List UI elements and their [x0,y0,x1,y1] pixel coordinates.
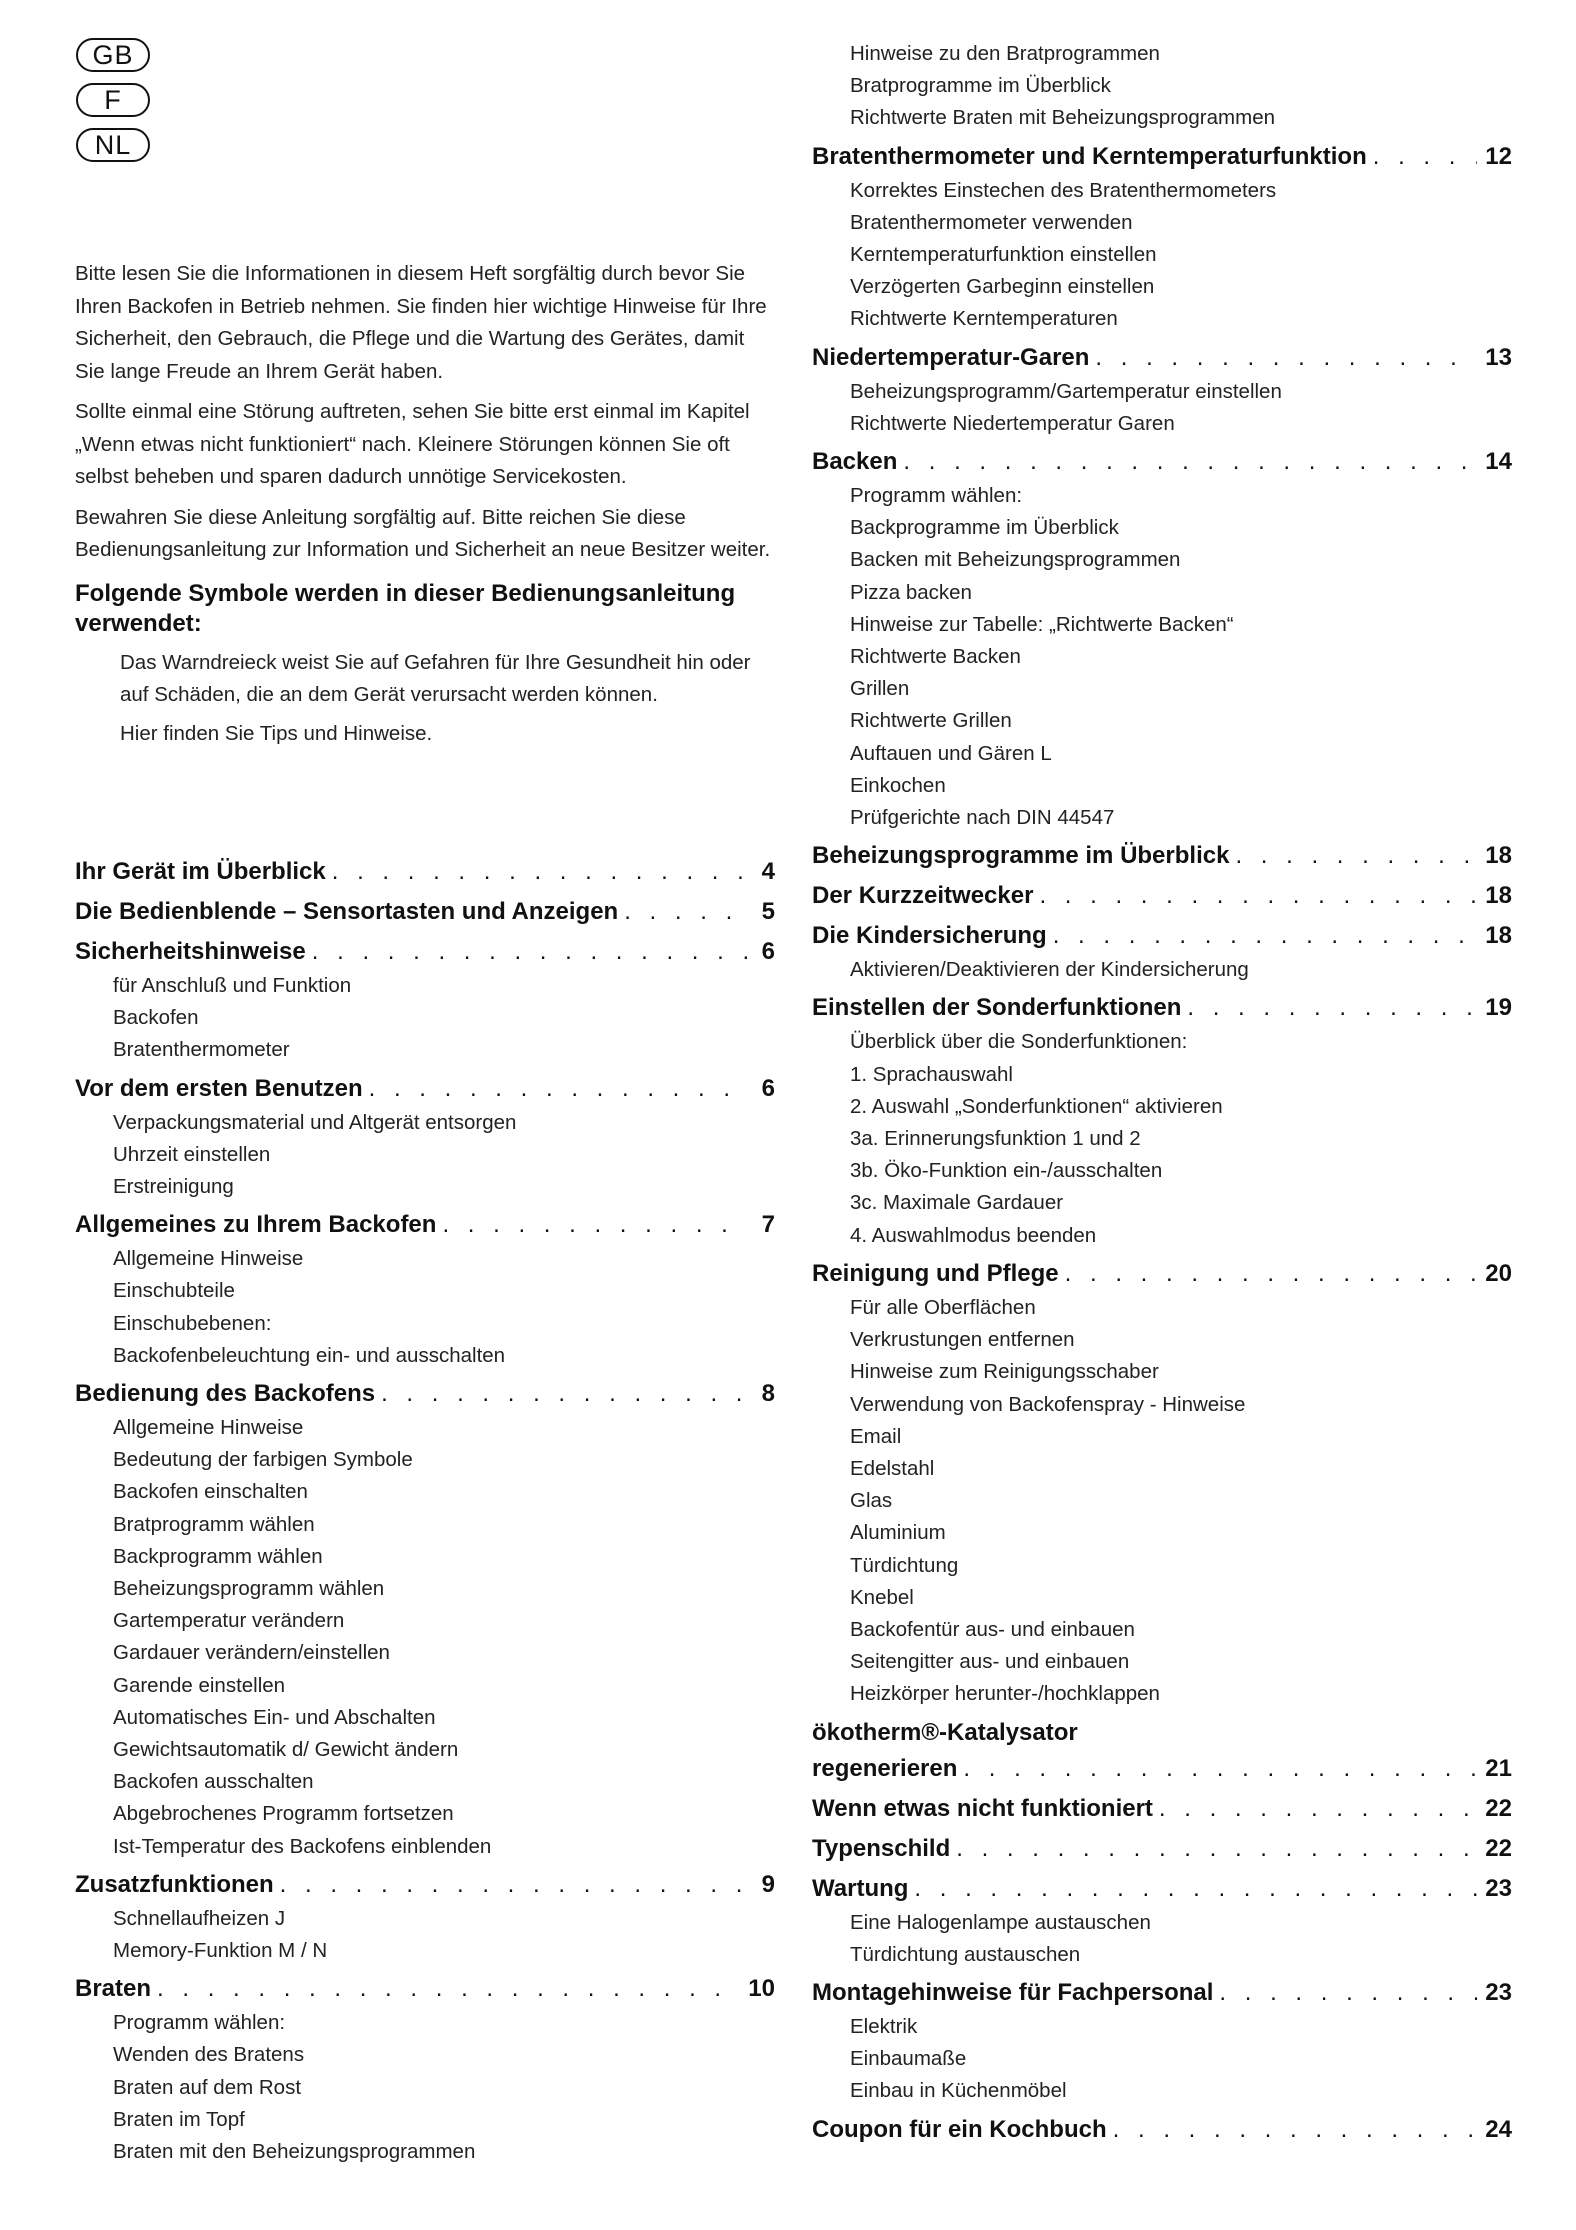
toc-leader-dots [157,1971,740,2007]
intro-paragraph: Bewahren Sie diese Anleitung sorgfältig auf. Bitte reichen Sie diese Bedienungsanleitung zur Information und Sicherheit an neue Besitzer weiter. [75,505,771,561]
symbols-heading: Folgende Symbole werden in dieser Bedienungsanleitung verwendet: [75,579,736,637]
toc-subentry: Backofen ausschalten [113,1770,314,1794]
toc-entry-title: Der Kurzzeitwecker [812,882,1034,910]
toc-subentry: Programm wählen: [113,2011,286,2035]
toc-subentry: Memory-Funktion M / N [113,1939,328,1963]
toc-subentry: Gewichtsautomatik d/ Gewicht ändern [113,1738,459,1762]
toc-entry [812,2112,1512,2148]
toc-entry [812,990,1512,1026]
toc-subentry: Braten mit den Beheizungsprogrammen [113,2140,476,2164]
toc-leader-dots [1053,918,1478,954]
toc-subentry: Backofen einschalten [113,1480,308,1504]
toc-subentry: Grillen [850,677,910,701]
toc-leader-dots [332,854,747,890]
intro-paragraph: Sollte einmal eine Störung auftreten, sehen Sie bitte erst einmal im Kapitel „Wenn etwas nicht funktioniert“ nach. Kleinere Störungen können Sie oft selbst beheben und sparen dadurch unnötige Servicekosten. [75,400,750,488]
toc-leader-dots [442,1207,747,1243]
toc-subentry: Abgebrochenes Programm fortsetzen [113,1802,454,1826]
toc-section [75,1971,775,2168]
toc-section [812,139,1512,336]
toc-section [75,1071,775,1204]
toc-subentry: Korrektes Einstechen des Bratenthermometers [850,178,1277,202]
toc-subentry: Seitengitter aus- und einbauen [850,1650,1130,1674]
toc-section [812,990,1512,1251]
toc-leader-dots [312,934,747,970]
toc-entry-title: Einstellen der Sonderfunktionen [812,994,1182,1022]
toc-entry [812,340,1512,376]
toc-section [812,1871,1512,1971]
toc-entry-title: Vor dem ersten Benutzen [75,1074,363,1102]
toc-subentry: Einschubteile [113,1279,235,1303]
toc-subentry: Allgemeine Hinweise [113,1247,304,1271]
toc-entry [75,934,775,970]
toc-subentry: Einkochen [850,773,946,797]
toc-entry-title-line2 [812,1751,1512,1787]
toc-section [75,1376,775,1863]
toc-entry-title: Allgemeines zu Ihrem Backofen [75,1211,437,1239]
toc-subentry: 3c. Maximale Gardauer [850,1191,1064,1215]
toc-entry [812,1831,1512,1867]
toc-leader-dots [1187,990,1477,1026]
toc-subentry: Richtwerte Braten mit Beheizungsprogrammen [850,106,1275,130]
toc-subentry: Prüfgerichte nach DIN 44547 [850,806,1115,830]
toc-subentry: Verzögerten Garbeginn einstellen [850,275,1155,299]
toc-section [812,444,1512,834]
toc-subentry: Türdichtung [850,1553,959,1577]
toc-page-number: 23 [1485,1978,1512,2006]
toc-entry-title: Backen [812,448,898,476]
toc-page-number: 9 [761,1870,775,1898]
left-column [75,258,775,2172]
toc-section [75,1867,775,1967]
toc-entry [812,1791,1512,1827]
toc-subentry: Backprogramm wählen [113,1544,323,1568]
toc-entry [812,918,1512,954]
toc-entry [75,1376,775,1412]
toc-subentry: Wenden des Bratens [113,2043,305,2067]
toc-section [812,2112,1512,2148]
toc-subentry: Einbau in Küchenmöbel [850,2079,1067,2103]
toc-page-number: 6 [761,938,775,965]
toc-subentry: für Anschluß und Funktion [113,974,352,997]
toc-subentry: Verpackungsmaterial und Altgerät entsorgen [113,1110,517,1134]
toc-subentry: 4. Auswahlmodus beenden [850,1223,1097,1247]
toc-entry-title: Beheizungsprogramme im Überblick [812,842,1230,870]
toc-subentry: Einschubebenen: [113,1311,272,1335]
toc-entry-title: Braten [75,1975,152,2003]
toc-subentry: Backen mit Beheizungsprogrammen [850,548,1181,572]
toc-entry [812,1256,1512,1292]
toc-subentry: Allgemeine Hinweise [113,1416,304,1440]
intro-text [75,258,775,567]
toc-page-number: 10 [748,1975,775,2003]
toc-page-number: 22 [1485,1794,1512,1822]
toc-subentry: Backofenbeleuchtung ein- und ausschalten [113,1343,506,1367]
toc-page-number: 6 [761,1074,775,1102]
language-badge-nl: NL [76,128,150,162]
toc-section [75,1207,775,1372]
language-badge-gb: GB [76,38,150,72]
toc-page-number: 14 [1485,448,1512,476]
toc-subentry: Einbaumaße [850,2047,967,2071]
toc-subentry: Automatisches Ein- und Abschalten [113,1705,436,1729]
toc-subentry: Hinweise zum Reinigungsschaber [850,1360,1159,1384]
toc-subentry: Türdichtung austauschen [850,1942,1081,1966]
continued-subentries [812,38,1512,135]
toc-page-number: 12 [1485,142,1512,170]
toc-leader-dots [624,894,747,930]
toc-subentry: Beheizungsprogramm wählen [113,1577,385,1601]
toc-section [812,1715,1512,1787]
toc-section [812,340,1512,440]
toc-section [812,1791,1512,1827]
toc-subentry: Verwendung von Backofenspray - Hinweise [850,1392,1246,1416]
toc-page-number: 13 [1485,343,1512,371]
toc-leader-dots [381,1376,747,1412]
toc-entry [75,1867,775,1903]
toc-leader-dots [1219,1975,1477,2011]
toc-subentry: Für alle Oberflächen [850,1295,1036,1319]
toc-subentry: Ist-Temperatur des Backofens einblenden [113,1834,492,1858]
toc-entry-title: regenerieren [812,1754,958,1782]
toc-entry [75,1071,775,1107]
toc-page-number: 22 [1485,1834,1512,1862]
toc-subentry: Aktivieren/Deaktivieren der Kindersicherung [850,958,1249,982]
toc-entry [812,1715,1512,1787]
toc-entry [812,444,1512,480]
toc-subentry: Gartemperatur verändern [113,1609,345,1633]
toc-subentry: Elektrik [850,2014,918,2038]
toc-page-number: 23 [1485,1874,1512,1902]
toc-entry-title: Die Kindersicherung [812,922,1047,950]
toc-subentry: Knebel [850,1585,914,1609]
toc-subentry: Bratenthermometer verwenden [850,210,1133,234]
toc-leader-dots [956,1831,1477,1867]
toc-subentry: Auftauen und Gären L [850,741,1052,765]
toc-subentry: Programm wählen: [850,484,1023,508]
toc-subentry: Eine Halogenlampe austauschen [850,1910,1151,1934]
right-column [812,38,1512,2152]
toc-entry-title: Niedertemperatur-Garen [812,343,1090,371]
language-badges [76,38,150,173]
toc-page-number: 19 [1485,994,1512,1022]
toc-page-number: 18 [1485,842,1512,870]
toc-entry [75,894,775,930]
warning-note: Das Warndreieck weist Sie auf Gefahren für Ihre Gesundheit hin oder auf Schäden, die an dem Gerät verursacht werden können. [120,650,751,706]
toc-subentry: Erstreinigung [113,1175,234,1199]
toc-entry [812,838,1512,874]
toc-subentry: Bratprogramm wählen [113,1512,315,1536]
toc-subentry: Braten im Topf [113,2107,245,2131]
toc-subentry: Schnellaufheizen J [113,1906,286,1930]
toc-subentry: Heizkörper herunter-/hochklappen [850,1682,1160,1706]
toc-leader-dots [1159,1791,1477,1827]
toc-section [75,854,775,890]
toc-entry [812,139,1512,175]
toc-leader-dots [1113,2112,1478,2148]
toc-subentry: Bedeutung der farbigen Symbole [113,1448,413,1472]
toc-page-number: 7 [761,1211,775,1239]
toc-leader-dots [903,444,1477,480]
language-badge-f: F [76,83,150,117]
toc-entry [812,878,1512,914]
toc-subentry: 3b. Öko-Funktion ein-/ausschalten [850,1159,1163,1183]
toc-leader-dots [1373,139,1478,175]
toc-section [812,918,1512,986]
toc-entry-title: Wenn etwas nicht funktioniert [812,1794,1153,1822]
toc-subentry: Gardauer verändern/einstellen [113,1641,390,1665]
toc-section [812,1256,1512,1711]
toc-page-number: 18 [1485,922,1512,950]
toc-section [812,1831,1512,1867]
toc-entry [812,1975,1512,2011]
toc-section [812,838,1512,874]
toc-subentry: Email [850,1424,902,1448]
toc-leader-dots [963,1751,1477,1787]
toc-entry [75,1971,775,2007]
toc-section [812,878,1512,914]
table-of-contents-left [75,854,775,2168]
table-of-contents-right [812,139,1512,2148]
toc-subentry: 2. Auswahl „Sonderfunktionen“ aktivieren [850,1094,1223,1118]
toc-subentry: 3a. Erinnerungsfunktion 1 und 2 [850,1127,1141,1151]
toc-entry-title: Bratenthermometer und Kerntemperaturfunktion [812,142,1367,170]
toc-subentry: Hinweise zur Tabelle: „Richtwerte Backen“ [850,612,1234,636]
toc-leader-dots [1095,340,1477,376]
toc-page-number: 21 [1485,1754,1512,1782]
intro-paragraph: Bitte lesen Sie die Informationen in diesem Heft sorgfältig durch bevor Sie Ihren Backofen in Betrieb nehmen. Sie finden hier wichtige Hinweise für Ihre Sicherheit, den Gebrauch, die Pflege und die Wartung des Gerätes, damit Sie lange Freude an Ihrem Gerät haben. [75,262,767,383]
toc-subentry: Backofen [113,1006,199,1030]
toc-subentry: Bratenthermometer [113,1038,290,1062]
toc-subentry: Hinweise zu den Bratprogrammen [850,42,1160,65]
toc-leader-dots [1065,1256,1478,1292]
toc-entry-title: Zusatzfunktionen [75,1870,274,1898]
toc-entry-title: Montagehinweise für Fachpersonal [812,1978,1214,2006]
toc-entry-title: Bedienung des Backofens [75,1380,376,1408]
toc-entry [75,1207,775,1243]
toc-entry-title: Sicherheitshinweise [75,938,306,965]
toc-page-number: 8 [761,1380,775,1408]
toc-section [812,1975,1512,2108]
toc-section [75,894,775,930]
toc-page-number: 4 [761,858,775,885]
toc-leader-dots [914,1871,1477,1907]
toc-entry-title: Die Bedienblende – Sensortasten und Anzeigen [75,898,619,925]
toc-subentry: Überblick über die Sonderfunktionen: [850,1030,1188,1054]
toc-subentry: Richtwerte Kerntemperaturen [850,307,1118,331]
toc-subentry: 1. Sprachauswahl [850,1062,1013,1086]
toc-subentry: Pizza backen [850,580,972,604]
toc-page-number: 24 [1485,2115,1512,2143]
toc-subentry: Aluminium [850,1521,946,1545]
toc-leader-dots [280,1867,747,1903]
toc-entry-title: Ihr Gerät im Überblick [75,858,326,885]
toc-entry-title: ökotherm®-Katalysator [812,1718,1078,1746]
toc-entry-title: Wartung [812,1874,909,1902]
toc-section [75,934,775,1067]
toc-subentry: Backprogramme im Überblick [850,516,1119,540]
toc-subentry: Braten auf dem Rost [113,2075,302,2099]
toc-subentry: Bratprogramme im Überblick [850,74,1111,98]
toc-entry-title: Typenschild [812,1834,951,1862]
toc-subentry: Richtwerte Backen [850,645,1021,669]
toc-subentry: Edelstahl [850,1456,935,1480]
toc-subentry: Backofentür aus- und einbauen [850,1617,1135,1641]
toc-entry-title: Coupon für ein Kochbuch [812,2115,1107,2143]
toc-subentry: Uhrzeit einstellen [113,1142,271,1166]
toc-subentry: Garende einstellen [113,1673,286,1697]
toc-leader-dots [1235,838,1477,874]
toc-page-number: 5 [761,898,775,925]
toc-entry [812,1871,1512,1907]
toc-page-number: 18 [1485,882,1512,910]
toc-subentry: Glas [850,1489,893,1513]
toc-leader-dots [1039,878,1477,914]
toc-subentry: Richtwerte Grillen [850,709,1012,733]
toc-page-number: 20 [1485,1259,1512,1287]
toc-subentry: Kerntemperaturfunktion einstellen [850,243,1157,267]
toc-entry-title: Reinigung und Pflege [812,1259,1059,1287]
toc-entry [75,854,775,890]
tips-note: Hier finden Sie Tips und Hinweise. [120,721,433,745]
toc-leader-dots [369,1071,747,1107]
toc-subentry: Richtwerte Niedertemperatur Garen [850,411,1175,435]
toc-subentry: Verkrustungen entfernen [850,1328,1075,1352]
toc-subentry: Beheizungsprogramm/Gartemperatur einstellen [850,379,1282,403]
